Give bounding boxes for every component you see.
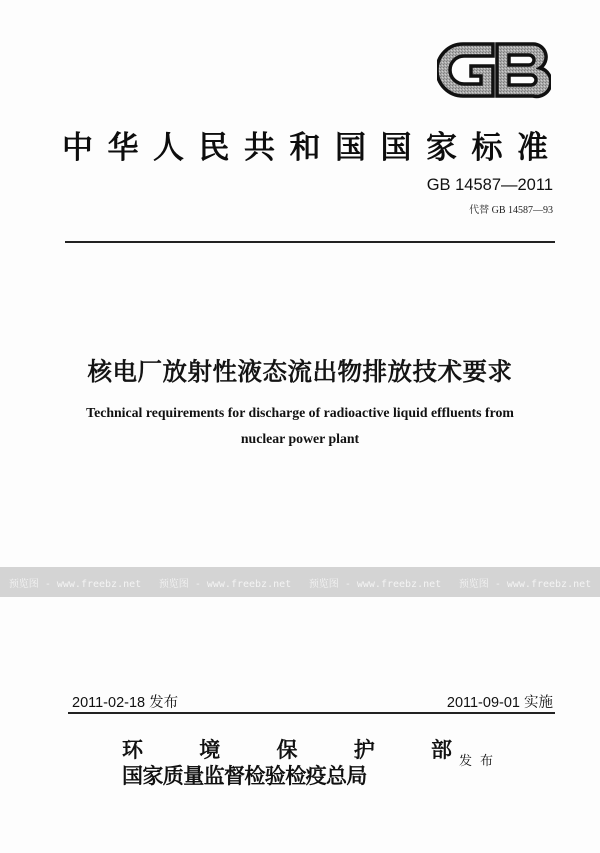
- watermark-band: [0, 567, 600, 597]
- issue-date: 2011-02-18 发布: [72, 695, 179, 711]
- watermark-text: 预览图 - www.freebz.net: [8, 578, 142, 590]
- publisher-char: 境: [199, 737, 221, 762]
- publish-label: 发布: [459, 754, 502, 769]
- publisher-char: 环: [122, 737, 143, 762]
- publisher-char: 保: [276, 737, 298, 762]
- gb-logo-icon: [437, 40, 551, 100]
- publisher-char: 部: [431, 737, 452, 762]
- standard-number: GB 14587—2011: [426, 176, 553, 194]
- document-title-english-line-1: Technical requirements for discharge of radioactive liquid effluents from: [86, 405, 514, 420]
- header-divider: [65, 241, 555, 243]
- publisher-char: 护: [353, 737, 375, 762]
- watermark-text: 预览图 - www.freebz.net: [308, 578, 442, 590]
- footer-divider: [68, 712, 555, 714]
- document-title-chinese: 核电厂放射性液态流出物排放技术要求: [87, 357, 513, 386]
- publisher-aqsiq: 国家质量监督检验检疫总局: [122, 763, 367, 788]
- document-title-english-line-2: nuclear power plant: [240, 431, 360, 446]
- watermark-text: 预览图 - www.freebz.net: [458, 578, 592, 590]
- replaces-standard: 代替 GB 14587—93: [469, 205, 553, 216]
- country-standard-title: 中华人民共和国国家标准: [62, 130, 563, 166]
- implementation-date: 2011-09-01 实施: [446, 695, 553, 711]
- watermark-text: 预览图 - www.freebz.net: [158, 578, 292, 590]
